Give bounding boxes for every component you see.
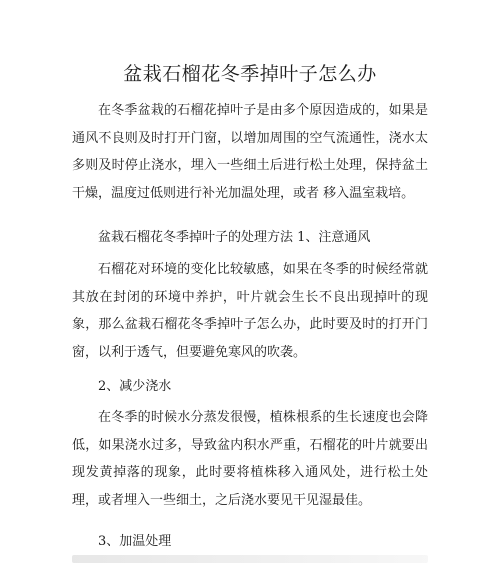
section-heading-ventilation: 盆栽石榴花冬季掉叶子的处理方法 1、注意通风 <box>98 230 371 245</box>
section-heading-heating: 3、加温处理 <box>98 534 172 549</box>
faded-text-line <box>72 555 428 563</box>
paragraph-ventilation: 石榴花对环境的变化比较敏感，如果在冬季的时候经常就其放在封闭的环境中养护，叶片就会生长不良出现掉叶的现象，那么盆栽石榴花冬季掉叶子怎么办，此时要及时的打开门窗，以利于透气，但要避免寒风的吹袭。 <box>72 262 428 360</box>
section-heading-watering: 2、减少浇水 <box>98 379 172 394</box>
paragraph-watering: 在冬季的时候水分蒸发很慢，植株根系的生长速度也会降低，如果浇水过多，导致盆内积水严重，石榴花的叶片就要出现发黄掉落的现象，此时要将植株移入通风处，进行松土处理，或者埋入一些细土，之后浇水要见干见湿最佳。 <box>72 410 428 508</box>
paragraph-intro: 在冬季盆栽的石榴花掉叶子是由多个原因造成的，如果是通风不良则及时打开门窗，以增加周围的空气流通性，浇水太多则及时停止浇水，埋入一些细土后进行松土处理，保持盆土干燥，温度过低则进行补光加温处理，或者 移入温室栽培。 <box>72 103 428 201</box>
page-title: 盆栽石榴花冬季掉叶子怎么办 <box>123 63 377 85</box>
